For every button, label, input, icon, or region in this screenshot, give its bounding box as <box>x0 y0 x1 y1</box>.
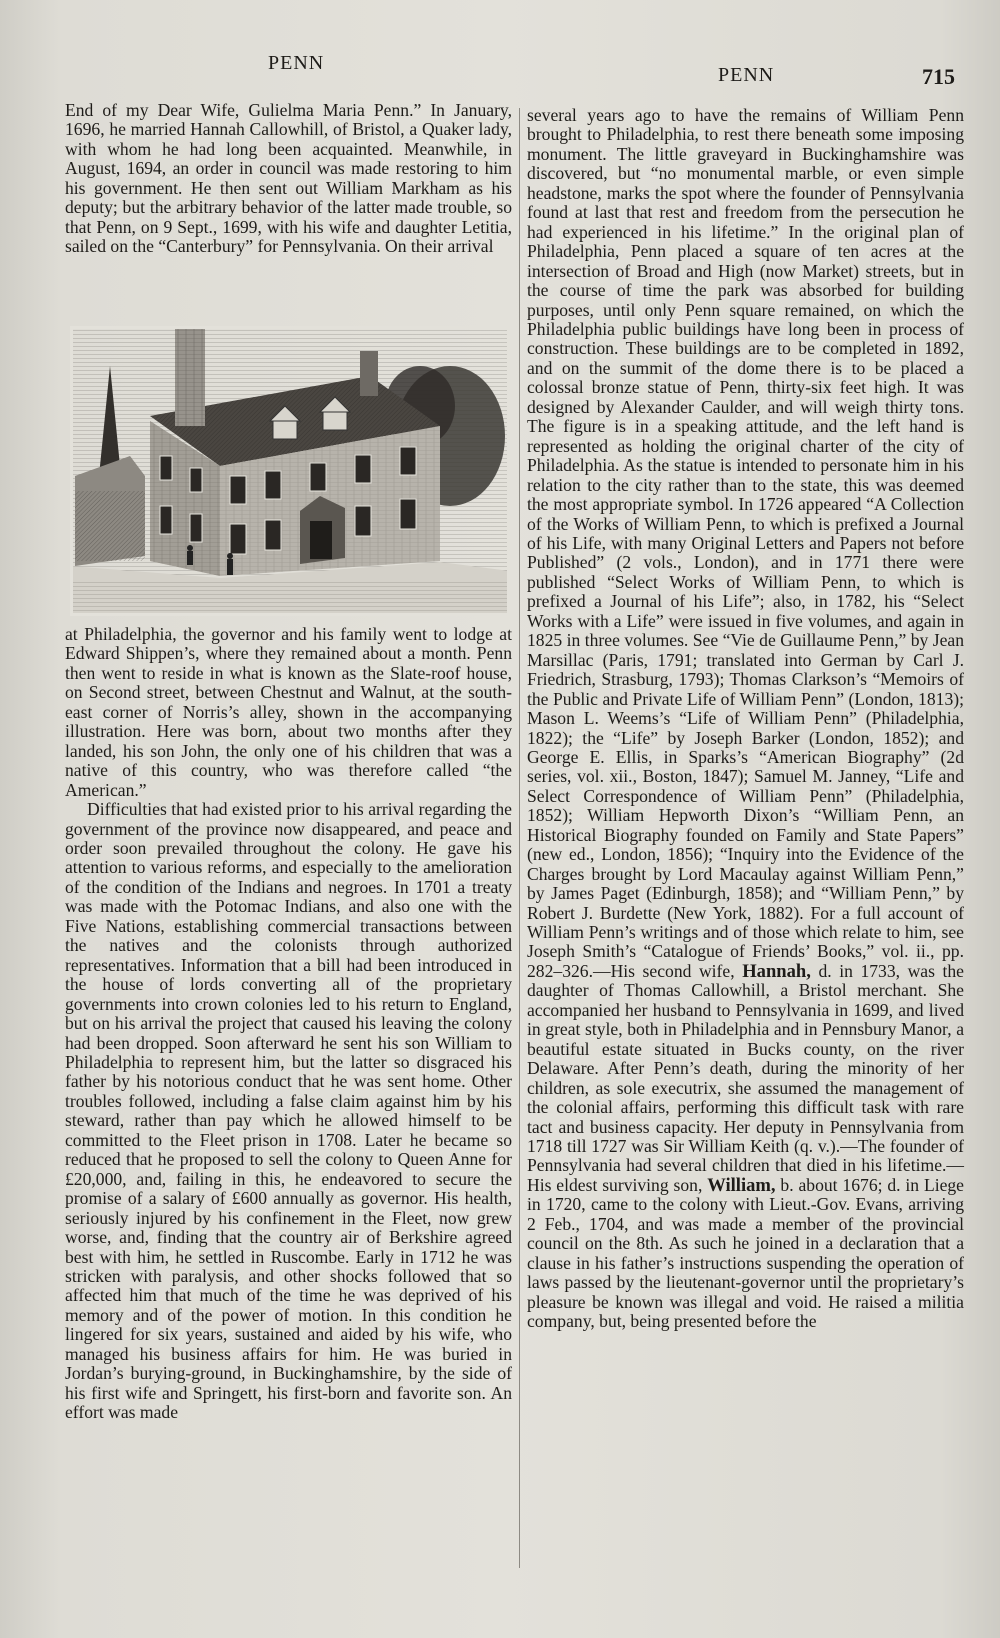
paragraph-bottom: Difficulties that had existed prior to his arrival regarding the government of the province now disappeared, and peace and order soon prevailed throughout the colony. He gave his attention to various reforms, and especially to the amelioration of the condition of the Indians and negroes. In 1701 a treaty was made with the Potomac Indians, and also one with the Five Nations, establishing commercial transactions between the natives and the colonists through authorized representatives. Information that a bill had been introduced in the house of lords converting all of the proprietary governments into crown colonies led to his return to England, but on his arrival the project that caused his leaving the colony had been dropped. Soon afterward he sent his son William to Philadelphia to represent him, but the latter so disgraced his father by his notorious conduct that he was sent home. Other troubles followed, including a false claim against him by his steward, rather than pay which he allowed himself to be committed to the Fleet prison in 1708. Later he became so reduced that he proposed to sell the colony to Queen Anne for £20,000, and, failing in this, he endeavored to secure the promise of a salary of £600 annually as governor. His health, seriously injured by his confinement in the Fleet, now grew worse, and, finding that the country air of Berkshire agreed best with him, he settled in Ruscombe. Early in 1712 he was stricken with paralysis, and other shocks followed that so affected him that much of the time he was deprived of his memory and of the power of motion. In this condition he lingered for six years, sustained and aided by his wife, who managed his business affairs for him. He was buried in Jordan’s burying-ground, in Buckinghamshire, by the side of his first wife and Springett, his first-born and favorite son. An effort was made <box>65 799 512 1423</box>
slate-roof-house-illustration <box>70 326 510 616</box>
running-head-right: PENN <box>718 64 775 86</box>
right-column-text <box>527 106 964 1332</box>
right-text-b: d. in 1733, was the daughter of Thomas Callowhill, a Bristol merchant. She accompanied her husband to Pennsylvania in 1699, and lived in great style, both in Philadelphia and in Pennsbury Manor, a beautiful estate situated in Bucks county, on the river Delaware. After Penn’s death, during the minority of her children, as sole executrix, she assumed the management of the colonial affairs, performing this difficult task with rare tact and business capacity. Her deputy in Pennsylvania from 1718 till 1727 was Sir William Keith (q. v.).—The founder of Pennsylvania had several children that died in his lifetime.—His eldest surviving son, <box>527 960 964 1195</box>
column-divider <box>519 108 520 1568</box>
paragraph-top: End of my Dear Wife, Gulielma Maria Penn.” In January, 1696, he married Hannah Callowhill, of Bristol, a Quaker lady, with whom he had long been acquainted. Meanwhile, in August, 1694, an order in council was made restoring to him his government. He then sent out William Markham as his deputy; but the arbitrary behavior of the latter made trouble, so that Penn, on 9 Sept., 1699, with his wife and daughter Letitia, sailed on the “Canterbury” for Pennsylvania. On their arrival <box>65 100 512 257</box>
left-column-top-text <box>65 101 512 257</box>
right-text-c: b. about 1676; d. in Liege in 1720, came to the colony with Lieut.-Gov. Evans, arriving 2 Feb., 1704, and was made a member of the provincial council on the 8th. As such he joined in a declaration that a clause in his father’s instructions suspending the operation of laws passed by the lieutenant-governor until the proprietary’s pleasure be known was illegal and void. He raised a militia company, but, being presented before the <box>527 1174 964 1332</box>
paragraph-right <box>527 106 964 1332</box>
name-hannah: Hannah, <box>742 960 811 982</box>
page-number: 715 <box>922 64 955 89</box>
running-head-left: PENN <box>268 52 325 74</box>
right-text-a: several years ago to have the remains of William Penn brought to Philadelphia, to rest there beneath some imposing monument. The little graveyard in Buckinghamshire was discovered, but “no monumental marble, or even simple headstone, marks the spot where the founder of Pennsylvania found at last that rest and freedom from the persecution he had experienced in his lifetime.” In the original plan of Philadelphia, Penn placed a square of ten acres at the intersection of Broad and High (now Market) streets, but in the course of time the park was absorbed for building purposes, until only Penn square remained, on which the Philadelphia public buildings have long been in process of construction. These buildings are to be completed in 1892, and on the summit of the dome there is to be placed a colossal bronze statue of Penn, thirty-six feet high. It was designed by Alexander Caulder, and will weigh thirty tons. The figure is in a speaking attitude, and the left hand is represented as holding the original charter of the city of Philadelphia. As the statue is intended to personate him in his relation to the city rather than to the state, this was deemed the most appropriate symbol. In 1726 appeared “A Collection of the Works of William Penn, to which is prefixed a Journal of his Life, with many Original Letters and Papers not before Published” (2 vols., London), and in 1771 there were published “Select Works of William Penn, to which is prefixed a Journal of his Life”; also, in 1782, his “Select Works with a Life” were issued in five volumes, and again in 1825 in three volumes. See “Vie de Guillaume Penn,” by Jean Marsillac (Paris, 1791; translated into German by Carl J. Friedrich, Strasburg, 1793); Thomas Clarkson’s “Memoirs of the Public and Private Life of William Penn” (London, 1813); Mason L. Weems’s “Life of William Penn” (Philadelphia, 1822); the “Life” by Joseph Barker (London, 1852); and George E. Ellis, in Sparks’s “American Biography” (2d series, vol. xii., Boston, 1847); Samuel M. Janney, “Life and Select Correspondence of William Penn” (Philadelphia, 1852); William Hepworth Dixon’s “William Penn, an Historical Biography founded on Family and State Papers” (new ed., London, 1856); “Inquiry into the Evidence of the Charges brought by Lord Macaulay against William Penn,” by James Paget (Edinburgh, 1858); and “William Penn,” by Robert J. Burdette (New York, 1882). For a full account of William Penn’s writings and of those which relate to him, see Joseph Smith’s “Catalogue of Friends’ Books,” vol. ii., pp. 282–326.—His second wife, <box>527 105 964 981</box>
left-column-bottom-text <box>65 625 512 1423</box>
paragraph-middle: at Philadelphia, the governor and his family went to lodge at Edward Shippen’s, where they remained about a month. Penn then went to reside in what is known as the Slate-roof house, on Second street, between Chestnut and Walnut, at the south-east corner of Norris’s alley, shown in the accompanying illustration. Here was born, about two months after they landed, his son John, the only one of his children that was a native of this country, who was therefore called “the American.” <box>65 624 512 800</box>
name-william: William, <box>707 1174 776 1196</box>
